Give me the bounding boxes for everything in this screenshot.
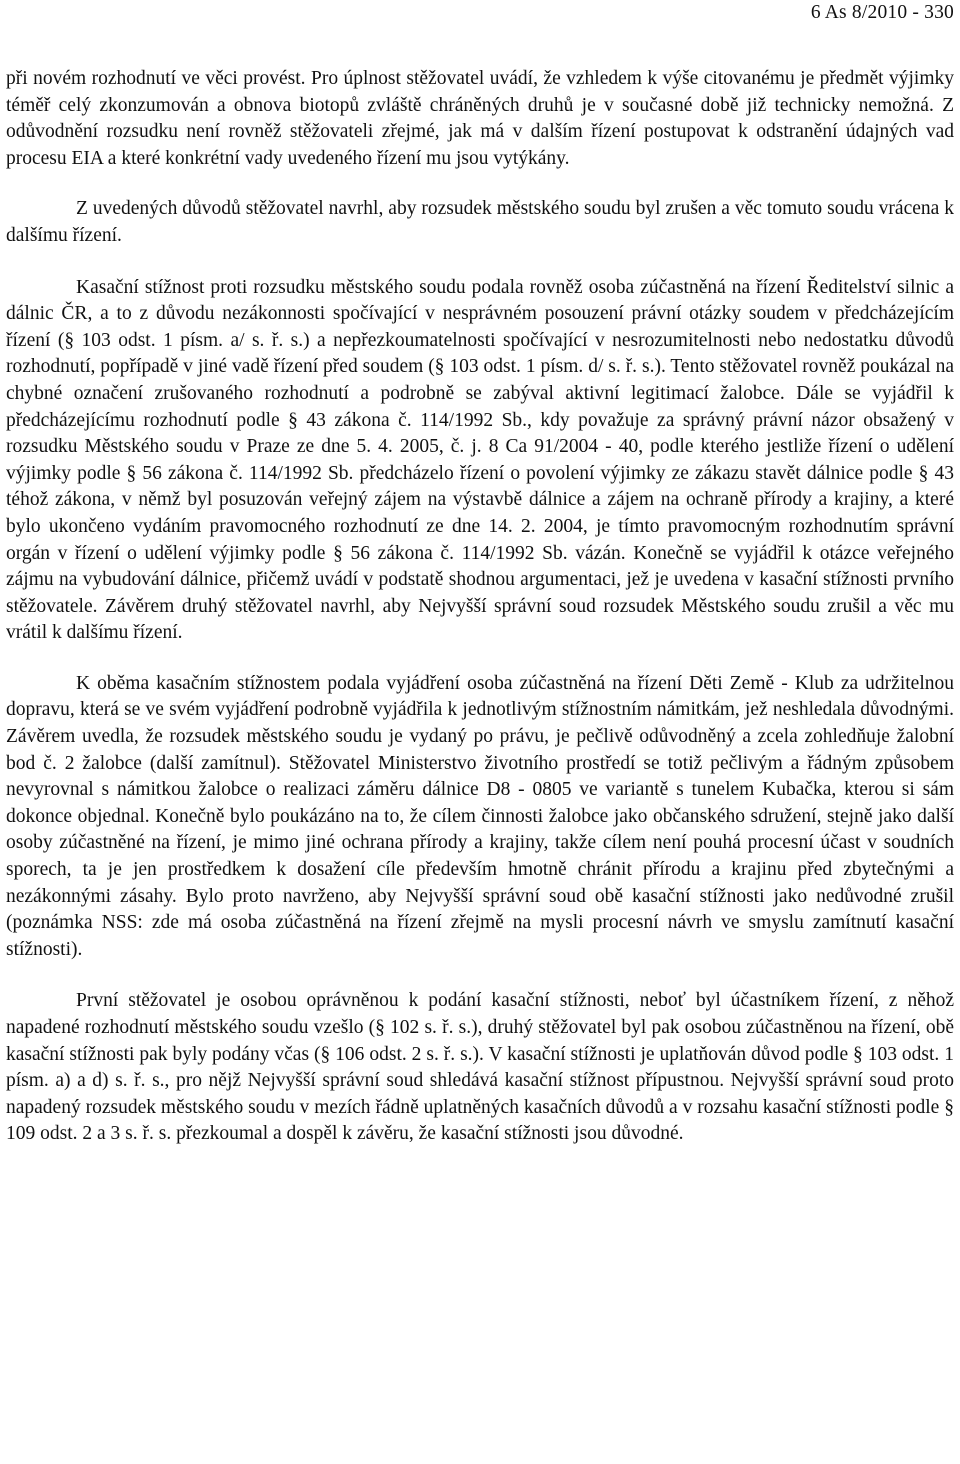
paragraph-1: při novém rozhodnutí ve věci provést. Pro úplnost stěžovatel uvádí, že vzhledem k výše citovanému je předmět výjimky téměř celý zkonzumován a obnova biotopů zvláště chráněných druhů je v současné době již technicky nemožná. Z odůvodnění rozsudku není rovněž stěžovateli zřejmé, jak má v dalším řízení postupovat k odstranění údajných vad procesu EIA a které konkrétní vady uvedeného řízení mu jsou vytýkány. (6, 68, 954, 169)
paragraph-2: Z uvedených důvodů stěžovatel navrhl, aby rozsudek městského soudu byl zrušen a věc tomuto soudu vrácena k dalšímu řízení. (6, 198, 954, 246)
case-number-header: 6 As 8/2010 - 330 (810, 2, 954, 23)
paragraph-5: První stěžovatel je osobou oprávněnou k podání kasační stížnosti, neboť byl účastníkem řízení, z něhož napadené rozhodnutí městského soudu vzešlo (§ 102 s. ř. s.), druhý stěžovatel byl pak osobou zúčastněnou na řízení, obě kasační stížnosti pak byly podány včas (§ 106 odst. 2 s. ř. s.). V kasační stížnosti je uplatňován důvod podle § 103 odst. 1 písm. a) a d) s. ř. s., pro nějž Nejvyšší správní soud shledává kasační stížnost přípustnou. Nejvyšší správní soud proto napadený rozsudek městského soudu v mezích řádně uplatněných kasačních důvodů a v rozsahu kasační stížnosti podle § 109 odst. 2 a 3 s. ř. s. přezkoumal a dospěl k závěru, že kasační stížnosti jsou důvodné. (6, 990, 954, 1145)
document-body (6, 66, 954, 1148)
paragraph-4: K oběma kasačním stížnostem podala vyjádření osoba zúčastněná na řízení Děti Země - Klub za udržitelnou dopravu, která se ve svém vyjádření podrobně vyjádřila k jednotlivým stížnostním námitkám, jež neshledala důvodnými. Závěrem uvedla, že rozsudek městského soudu je vydaný po právu, je pečlivě odůvodněný a zcela zohledňuje žalobní bod č. 2 žalobce (další zamítnul). Stěžovatel Ministerstvo životního prostředí se totiž pečlivým a řádným způsobem nevyrovnal s námitkou žalobce o realizaci záměru dálnice D8 - 0805 ve variantě s tunelem Kubačka, kterou si sám dokonce objednal. Konečně bylo poukázáno na to, že cílem činnosti žalobce jako občanského sdružení, stejně jako další osoby zúčastněné na řízení, je mimo jiné ochrana přírody a krajiny, takže cílem není pouhá procesní účast v soudních sporech, ta je jen prostředkem k dosažení cíle především hmotně chránit přírodu a krajinu před zbytečnými a nezákonnými zásahy. Bylo proto navrženo, aby Nejvyšší správní soud obě kasační stížnosti jako nedůvodné zrušil (poznámka NSS: zde má osoba zúčastněná na řízení zřejmě na mysli procesní návrh ve smyslu zamítnutí kasační stížnosti). (6, 672, 954, 960)
paragraph-3: Kasační stížnost proti rozsudku městského soudu podala rovněž osoba zúčastněná na řízení Ředitelství silnic a dálnic ČR, a to z důvodu nezákonnosti spočívající v nesprávném posouzení právní otázky soudem v předcházejícím řízení (§ 103 odst. 1 písm. a/ s. ř. s.) a nepřezkoumatelnosti spočívající v nesrozumitelnosti nebo nedostatku důvodů rozhodnutí, popřípadě v jiné vadě řízení před soudem (§ 103 odst. 1 písm. d/ s. ř. s.). Tento stěžovatel rovněž poukázal na chybné označení zrušovaného rozhodnutí a podrobně se zabýval aktivní legitimací žalobce. Dále se vyjádřil k předcházejícímu rozhodnutí podle § 43 zákona č. 114/1992 Sb., kdy považuje za správný právní názor obsažený v rozsudku Městského soudu v Praze ze dne 5. 4. 2005, č. j. 8 Ca 91/2004 - 40, podle kterého jestliže řízení o udělení výjimky podle § 56 zákona č. 114/1992 Sb. předcházelo řízení o povolení výjimky ze zákazu stavět dálnice podle § 43 téhož zákona, v němž byl posuzován veřejný zájem na výstavbě dálnice a zájem na ochraně přírody a krajiny, a které bylo ukončeno vydáním pravomocného rozhodnutí ze dne 14. 2. 2004, je tímto pravomocným rozhodnutím správní orgán v řízení o udělení výjimky podle § 56 zákona č. 114/1992 Sb. vázán. Konečně se vyjádřil k otázce veřejného zájmu na vybudování dálnice, přičemž uvádí v podstatě shodnou argumentaci, jež je uvedena v kasační stížnosti prvního stěžovatele. Závěrem druhý stěžovatel navrhl, aby Nejvyšší správní soud rozsudek Městského soudu zrušil a věc mu vrátil k dalšímu řízení. (6, 276, 954, 644)
